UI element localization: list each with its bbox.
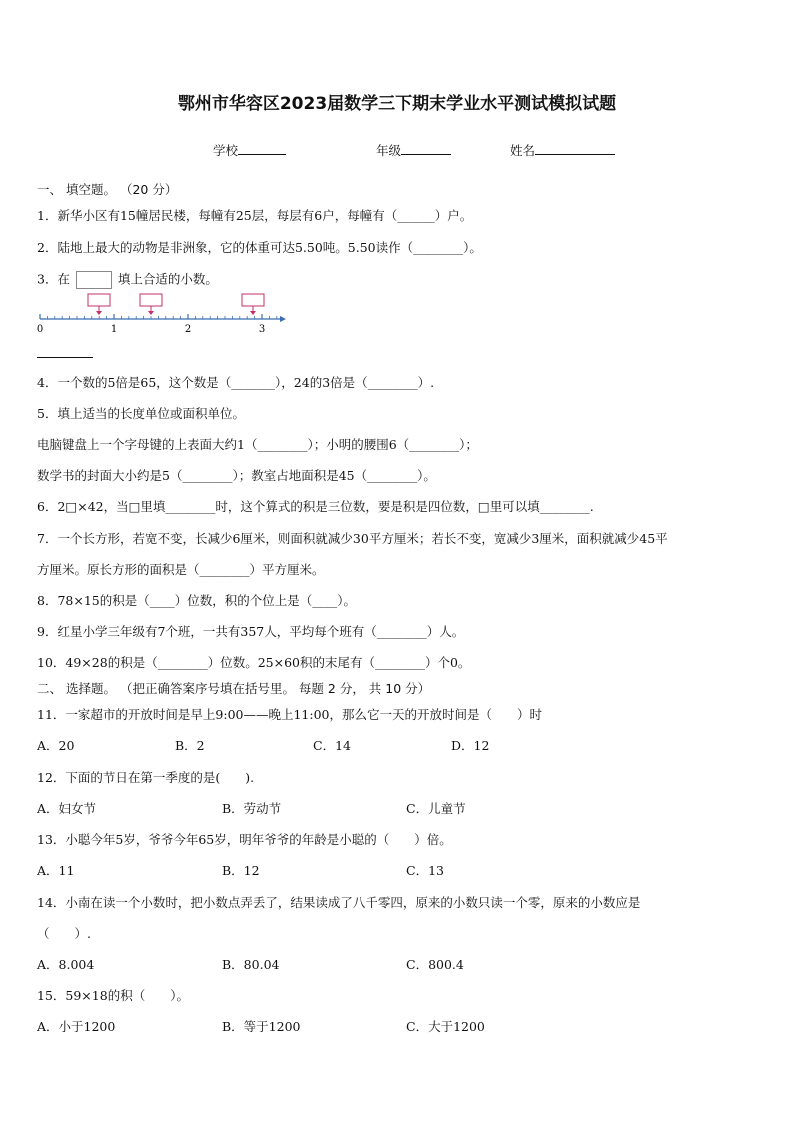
tick-label-2: 2 bbox=[184, 324, 192, 334]
question-10: 10．49×28的积是（________）位数。25×60积的末尾有（________）个0。 bbox=[37, 655, 471, 670]
grade-field bbox=[376, 141, 451, 159]
q14-option-a[interactable]: A．8.004 bbox=[37, 957, 95, 972]
page-title: 鄂州市华容区2023届数学三下期末学业水平测试模拟试题 bbox=[177, 94, 617, 114]
number-line-arrowhead-1 bbox=[96, 311, 102, 315]
q14-option-c[interactable]: C．800.4 bbox=[406, 957, 464, 972]
answer-box bbox=[76, 271, 112, 289]
question-5-line-a: 电脑键盘上一个字母键的上表面大约1（________）；小明的腰围6（________）； bbox=[37, 437, 478, 452]
q12-option-a[interactable]: A．妇女节 bbox=[37, 801, 97, 816]
question-8: 8．78×15的积是（____）位数，积的个位上是（____）。 bbox=[37, 593, 356, 608]
grade-label: 年级 bbox=[376, 143, 402, 158]
number-line-arrow-end bbox=[280, 316, 286, 322]
answer-line bbox=[37, 357, 93, 358]
q11-option-a[interactable]: A．20 bbox=[37, 738, 75, 753]
q11-option-c[interactable]: C．14 bbox=[313, 738, 351, 753]
q15-option-b[interactable]: B．等于1200 bbox=[222, 1019, 301, 1034]
name-field bbox=[510, 141, 615, 159]
q12-option-b[interactable]: B．劳动节 bbox=[222, 801, 282, 816]
tick-label-3: 3 bbox=[258, 324, 266, 334]
question-6: 6．2□×42，当□里填________时，这个算式的积是三位数，要是积是四位数，□里可以填________. bbox=[37, 499, 594, 514]
number-line-box-1 bbox=[88, 294, 110, 306]
number-line-arrowhead-2 bbox=[148, 311, 154, 315]
school-field bbox=[213, 141, 286, 159]
number-line-box-3 bbox=[242, 294, 264, 306]
q15-option-a[interactable]: A．小于1200 bbox=[37, 1019, 116, 1034]
school-label: 学校 bbox=[213, 143, 239, 158]
q13-option-a[interactable]: A．11 bbox=[37, 863, 75, 878]
section-1-heading: 一、 填空题。 （20 分） bbox=[37, 182, 178, 197]
question-3 bbox=[37, 271, 218, 289]
q11-option-d[interactable]: D．12 bbox=[451, 738, 490, 753]
tick-label-0: 0 bbox=[36, 324, 44, 334]
grade-blank[interactable] bbox=[401, 142, 451, 155]
name-blank[interactable] bbox=[535, 142, 615, 155]
number-line-box-2 bbox=[140, 294, 162, 306]
number-line-ticks bbox=[40, 314, 277, 319]
q13-option-c[interactable]: C．13 bbox=[406, 863, 444, 878]
question-7-line-a: 7．一个长方形，若宽不变，长减少6厘米，则面积就减少30平方厘米；若长不变，宽减少3厘米，面积就减少45平 bbox=[37, 531, 668, 546]
question-7-line-b: 方厘米。原长方形的面积是（________）平方厘米。 bbox=[37, 562, 325, 577]
q11-option-b[interactable]: B．2 bbox=[175, 738, 205, 753]
question-12: 12．下面的节日在第一季度的是( ). bbox=[37, 770, 255, 785]
number-line-arrowhead-3 bbox=[250, 311, 256, 315]
name-label: 姓名 bbox=[510, 143, 536, 158]
q12-option-c[interactable]: C．儿童节 bbox=[406, 801, 466, 816]
q14-option-b[interactable]: B．80.04 bbox=[222, 957, 280, 972]
question-5: 5．填上适当的长度单位或面积单位。 bbox=[37, 406, 245, 421]
number-line bbox=[36, 292, 288, 334]
question-4: 4．一个数的5倍是65，这个数是（_______），24的3倍是（________）. bbox=[37, 375, 435, 390]
tick-label-1: 1 bbox=[110, 324, 118, 334]
question-5-line-b: 数学书的封面大小约是5（________）；教室占地面积是45（________）。 bbox=[37, 468, 436, 483]
question-2: 2．陆地上最大的动物是非洲象，它的体重可达5.50吨。5.50读作（________）。 bbox=[37, 240, 482, 255]
question-11: 11．一家超市的开放时间是早上9:00——晚上11:00，那么它一天的开放时间是（ ）时 bbox=[37, 707, 543, 722]
question-9: 9．红星小学三年级有7个班，一共有357人，平均每个班有（________）人。 bbox=[37, 624, 465, 639]
q15-option-c[interactable]: C．大于1200 bbox=[406, 1019, 485, 1034]
section-2-heading: 二、 选择题。 （把正确答案序号填在括号里。 每题 2 分， 共 10 分） bbox=[37, 681, 431, 696]
question-13: 13．小聪今年5岁，爷爷今年65岁，明年爷爷的年龄是小聪的（ ）倍。 bbox=[37, 832, 452, 847]
question-15: 15．59×18的积（ ）。 bbox=[37, 988, 189, 1003]
q13-option-b[interactable]: B．12 bbox=[222, 863, 260, 878]
question-14-line-a: 14．小南在读一个小数时，把小数点弄丢了，结果读成了八千零四，原来的小数只读一个零，原来的小数应是 bbox=[37, 895, 641, 910]
question-3-prefix: 3．在 bbox=[37, 271, 70, 287]
question-1: 1．新华小区有15幢居民楼，每幢有25层，每层有6户，每幢有（______）户。 bbox=[37, 208, 473, 223]
question-3-suffix: 填上合适的小数。 bbox=[117, 271, 218, 287]
school-blank[interactable] bbox=[238, 142, 286, 155]
question-14-line-b: （ ）. bbox=[37, 926, 91, 941]
